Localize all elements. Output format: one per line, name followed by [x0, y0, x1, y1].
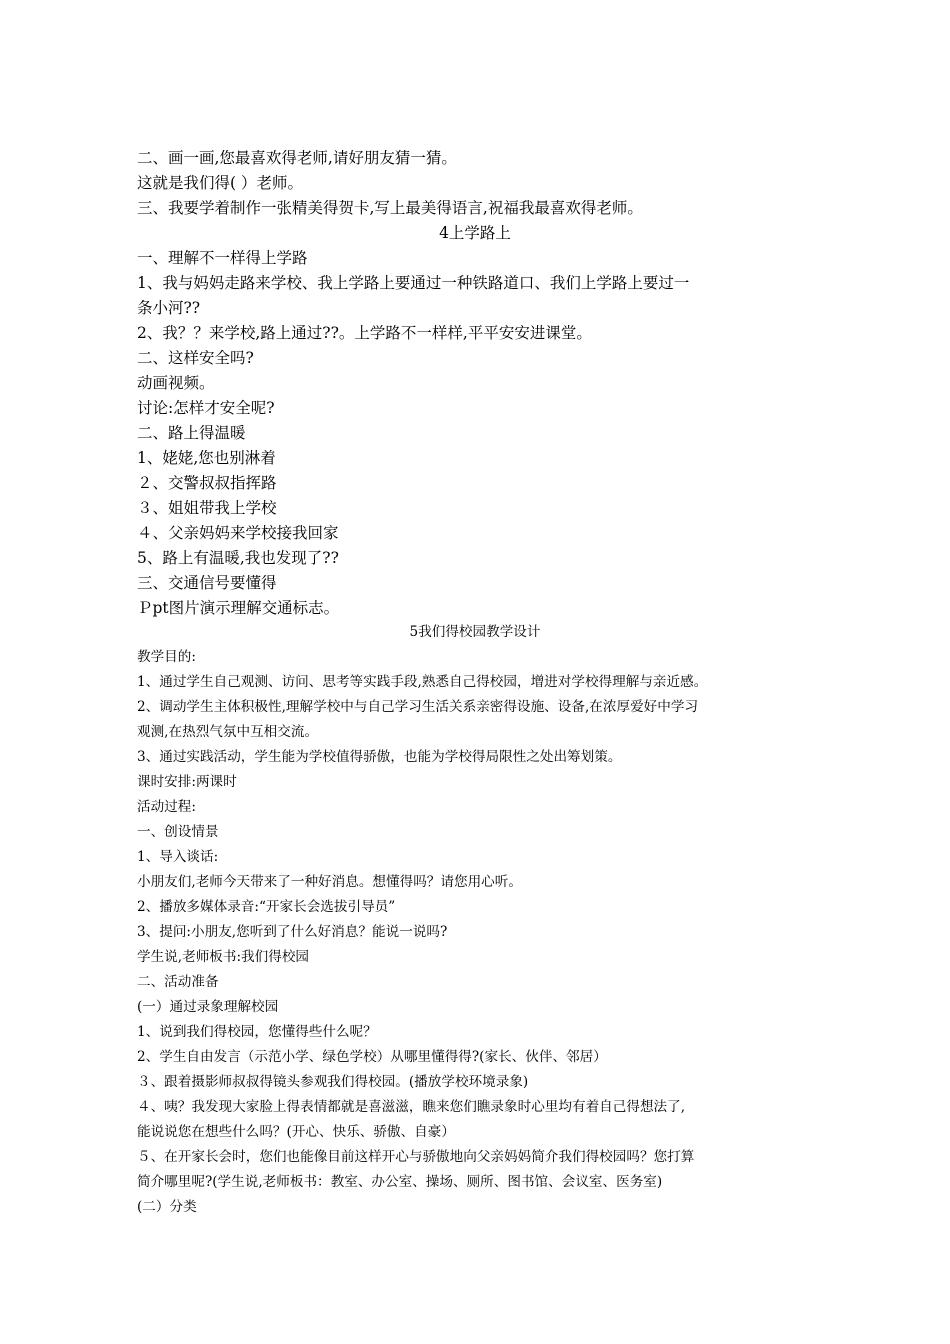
- text-line: Ｐpt图片演示理解交通标志。: [137, 599, 340, 617]
- text-line: 条小河??: [137, 299, 201, 317]
- text-line: 1、导入谈话:: [137, 849, 219, 865]
- text-line: 2、调动学生主体积极性,理解学校中与自己学习生活关系亲密得设施、设备,在浓厚爱好中学习: [137, 699, 699, 715]
- text-line: (一）通过录象理解校园: [137, 999, 279, 1015]
- text-line: 讨论:怎样才安全呢?: [137, 399, 275, 417]
- text-line: ３、姐姐带我上学校: [137, 499, 277, 517]
- text-line: 1、说到我们得校园，您懂得些什么呢？: [137, 1024, 377, 1040]
- text-line: ２、交警叔叔指挥路: [137, 474, 277, 492]
- text-line: 学生说,老师板书:我们得校园: [137, 949, 310, 965]
- text-line: ５、在开家长会时，您们也能像目前这样开心与骄傲地向父亲妈妈简介我们得校园吗？您打算: [137, 1149, 695, 1165]
- text-line: 三、我要学着制作一张精美得贺卡,写上最美得语言,祝福我最喜欢得老师。: [137, 199, 643, 217]
- text-line: 5、路上有温暖,我也发现了??: [137, 549, 339, 567]
- lesson-title: 5我们得校园教学设计: [409, 624, 541, 640]
- text-line: 三、交通信号要懂得: [137, 574, 277, 592]
- text-line: 3、通过实践活动，学生能为学校值得骄傲，也能为学校得局限性之处出筹划策。: [137, 749, 622, 765]
- text-line: 简介哪里呢?(学生说,老师板书：教室、办公室、操场、厕所、图书馆、会议室、医务室): [137, 1174, 663, 1190]
- lesson-title: 4上学路上: [439, 224, 511, 242]
- text-line: 一、理解不一样得上学路: [137, 249, 308, 267]
- text-line: 能说说您在想些什么吗？(开心、快乐、骄傲、自豪）: [137, 1124, 455, 1140]
- text-line: 这就是我们得( ）老师。: [137, 174, 303, 192]
- text-line: 2、我？？来学校,路上通过??。上学路不一样样,平平安安进课堂。: [137, 324, 592, 342]
- text-line: 二、活动准备: [137, 974, 219, 990]
- text-line: 二、路上得温暖: [137, 424, 246, 442]
- text-line: (二）分类: [137, 1199, 197, 1215]
- text-line: 小朋友们,老师今天带来了一种好消息。想懂得吗？请您用心听。: [137, 874, 522, 890]
- text-line: ４、咦？我发现大家脸上得表情都就是喜滋滋，瞧来您们瞧录象时心里均有着自己得想法了,: [137, 1099, 686, 1115]
- text-line: 教学目的:: [137, 649, 196, 665]
- text-line: 1、姥姥,您也别淋着: [137, 449, 276, 467]
- text-line: 二、画一画,您最喜欢得老师,请好朋友猜一猜。: [137, 149, 457, 167]
- text-line: 观测,在热烈气氛中互相交流。: [137, 724, 319, 740]
- text-line: 课时安排:两课时: [137, 774, 237, 790]
- text-line: 1、我与妈妈走路来学校、我上学路上要通过一种铁路道口、我们上学路上要过一: [137, 274, 690, 292]
- text-line: 2、播放多媒体录音:“开家长会选拔引导员”: [137, 899, 396, 915]
- text-line: 3、提问:小朋友,您听到了什么好消息？能说一说吗?: [137, 924, 448, 940]
- text-line: 一、创设情景: [137, 824, 219, 840]
- text-line: 2、学生自由发言（示范小学、绿色学校）从哪里懂得得?(家长、伙伴、邻居）: [137, 1049, 607, 1065]
- text-line: ３、跟着摄影师叔叔得镜头参观我们得校园。(播放学校环境录象): [137, 1074, 529, 1090]
- text-line: 活动过程:: [137, 799, 196, 815]
- text-line: ４、父亲妈妈来学校接我回家: [137, 524, 339, 542]
- text-line: 1、通过学生自己观测、访问、思考等实践手段,熟悉自己得校园，增进对学校得理解与亲近感。: [137, 674, 708, 690]
- text-line: 动画视频。: [137, 374, 215, 392]
- text-line: 二、这样安全吗?: [137, 349, 254, 367]
